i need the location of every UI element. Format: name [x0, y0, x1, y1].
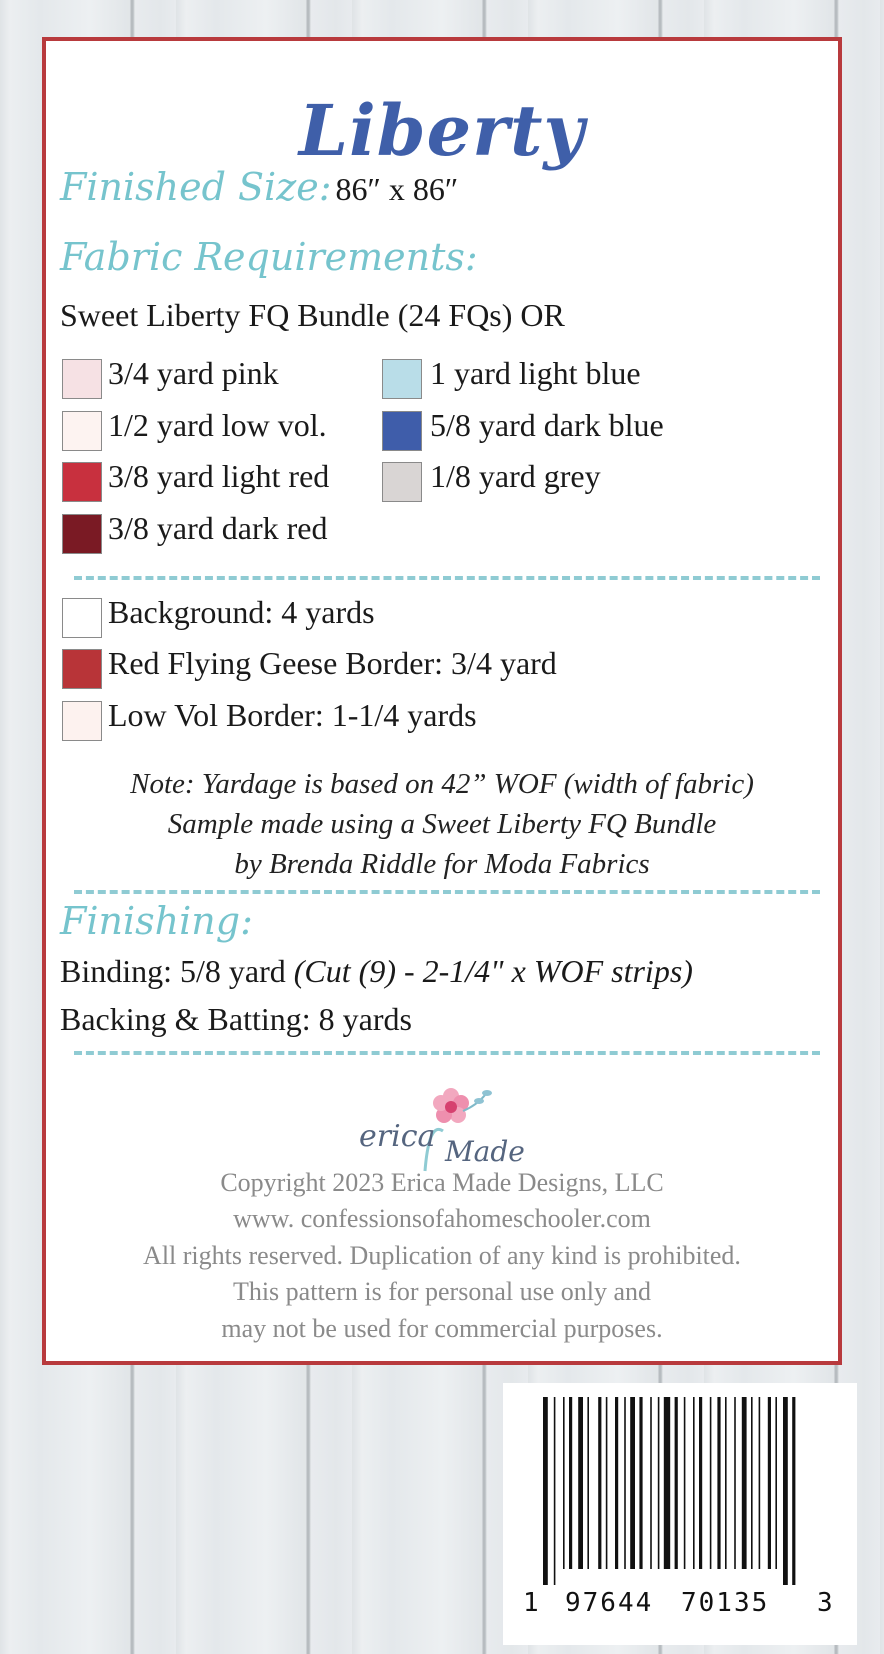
- barcode-bar: [578, 1397, 583, 1569]
- dashed-divider: [74, 576, 820, 580]
- backing-line: Backing & Batting: 8 yards: [60, 1001, 412, 1037]
- barcode-bar: [751, 1397, 753, 1569]
- fabric-requirements-heading: Fabric Requirements:: [60, 235, 478, 279]
- swatch-dark-blue: [382, 411, 422, 451]
- barcode-bar: [710, 1397, 712, 1569]
- finishing-heading: Finishing:: [60, 899, 253, 943]
- binding-detail: (Cut (9) - 2-1/4" x WOF strips): [293, 953, 693, 989]
- logo-word-made: Made: [445, 1135, 525, 1168]
- dashed-divider: [74, 890, 820, 894]
- barcode-bar: [717, 1397, 720, 1569]
- note-line-3: by Brenda Riddle for Moda Fabrics: [234, 848, 650, 880]
- barcode-bar: [606, 1397, 608, 1569]
- footer-personal-use: This pattern is for personal use only and: [232, 1277, 652, 1306]
- fabric-item-grey: 1/8 yard grey: [430, 458, 601, 494]
- barcode-label: [503, 1383, 857, 1645]
- erica-made-logo: [359, 1081, 539, 1177]
- barcode-bar: [783, 1397, 788, 1585]
- barcode-bar: [624, 1397, 626, 1569]
- fabric-item-light-blue: 1 yard light blue: [430, 355, 641, 391]
- barcode-bar: [554, 1397, 556, 1585]
- swatch-light-blue: [382, 359, 422, 399]
- barcode-digits-left: 97644: [565, 1588, 654, 1618]
- barcode-bar: [543, 1397, 548, 1585]
- pattern-card: [42, 37, 842, 1365]
- barcode-bar: [598, 1397, 601, 1569]
- swatch-low-vol-border: [62, 701, 102, 741]
- barcode-bar: [664, 1397, 670, 1569]
- swatch-grey: [382, 462, 422, 502]
- barcode-bar: [699, 1397, 702, 1569]
- swatch-low-vol: [62, 411, 102, 451]
- barcode-bar: [650, 1397, 652, 1569]
- barcode-bar: [759, 1397, 761, 1569]
- barcode-bar: [725, 1397, 727, 1569]
- dashed-divider: [74, 1051, 820, 1055]
- fabric-item-dark-red: 3/8 yard dark red: [108, 510, 328, 546]
- barcode-digit-last: 3: [817, 1588, 835, 1618]
- barcode-bar: [684, 1397, 686, 1569]
- fabric-item-dark-blue: 5/8 yard dark blue: [430, 407, 664, 443]
- fabric-item-background: Background: 4 yards: [108, 594, 375, 630]
- barcode-bar: [639, 1397, 642, 1569]
- footer-website: www. confessionsofahomeschooler.com: [233, 1204, 651, 1233]
- binding-line: [60, 953, 693, 990]
- note-line-1: Note: Yardage is based on 42” WOF (width of fabric): [130, 768, 754, 800]
- barcode-bar: [792, 1397, 795, 1585]
- finished-size-label: Finished Size:: [60, 165, 332, 209]
- barcode-bar: [615, 1397, 618, 1569]
- footer-commercial: may not be used for commercial purposes.: [221, 1314, 663, 1343]
- fabric-item-red-border: Red Flying Geese Border: 3/4 yard: [108, 645, 557, 681]
- fabric-item-low-vol-border: Low Vol Border: 1-1/4 yards: [108, 697, 477, 733]
- note-line-2: Sample made using a Sweet Liberty FQ Bundle: [167, 808, 717, 840]
- finished-size-value: 86″ x 86″: [335, 171, 459, 207]
- barcode-bar: [630, 1397, 635, 1569]
- logo-word-erica: erica: [359, 1119, 436, 1154]
- swatch-pink: [62, 359, 102, 399]
- barcode-bar: [742, 1397, 747, 1569]
- swatch-light-red: [62, 462, 102, 502]
- pattern-title: Liberty: [298, 89, 586, 172]
- footer-rights: All rights reserved. Duplication of any kind is prohibited.: [143, 1241, 741, 1270]
- swatch-dark-red: [62, 514, 102, 554]
- swatch-red-border: [62, 649, 102, 689]
- barcode-bar: [569, 1397, 572, 1569]
- barcode-digits-right: 70135: [681, 1588, 770, 1618]
- barcode-bar: [768, 1397, 771, 1569]
- fabric-item-low-vol: 1/2 yard low vol.: [108, 407, 327, 443]
- barcode-bar: [775, 1397, 777, 1569]
- barcode-bar: [675, 1397, 678, 1569]
- barcode-icon: [503, 1383, 857, 1588]
- barcode-digit-first: 1: [523, 1588, 541, 1618]
- barcode-bar: [587, 1397, 589, 1569]
- binding-label: Binding: 5/8 yard: [60, 953, 294, 989]
- fabric-item-pink: 3/4 yard pink: [108, 355, 279, 391]
- barcode-bar: [563, 1397, 565, 1569]
- fabric-item-light-red: 3/8 yard light red: [108, 458, 330, 494]
- barcode-bar: [658, 1397, 660, 1569]
- footer-copyright: Copyright 2023 Erica Made Designs, LLC: [220, 1168, 664, 1197]
- barcode-bar: [734, 1397, 736, 1569]
- barcode-bar: [693, 1397, 695, 1569]
- finished-size-row: [60, 165, 458, 209]
- swatch-background: [62, 598, 102, 638]
- bundle-line: Sweet Liberty FQ Bundle (24 FQs) OR: [60, 297, 565, 333]
